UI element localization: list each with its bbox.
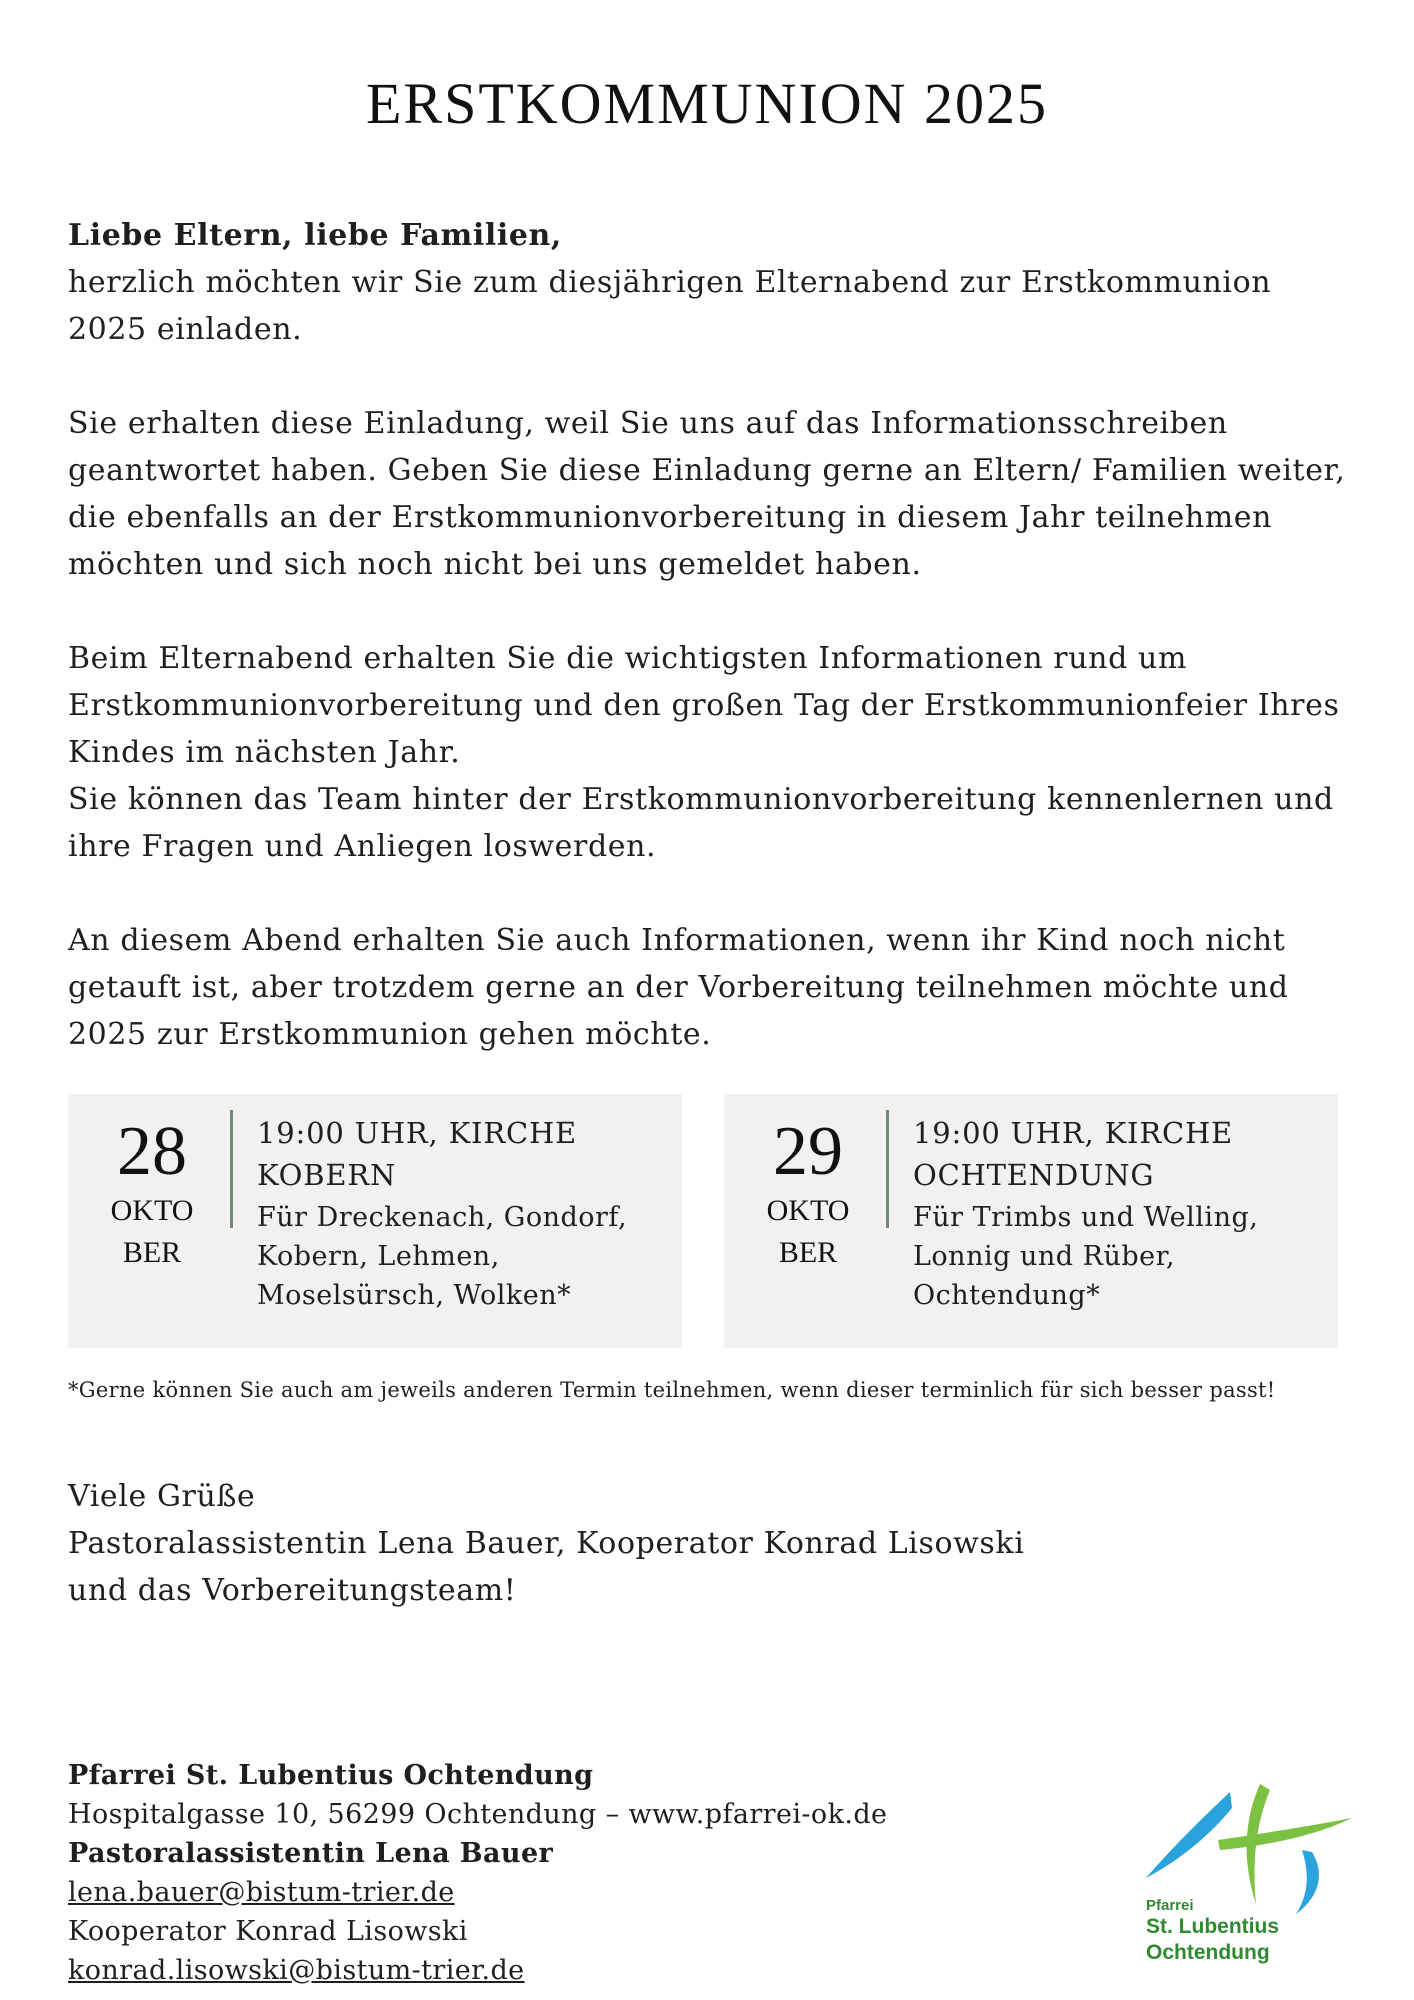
parish-name: Pfarrei St. Lubentius Ochtendung (68, 1760, 594, 1791)
paragraph-1 (68, 212, 1358, 353)
event-month: OKTOBER (110, 1194, 194, 1269)
contact-name: Pastoralassistentin Lena Bauer (68, 1838, 554, 1869)
event-date (738, 1114, 878, 1274)
letter-body (68, 212, 1358, 1105)
paragraph-text: herzlich möchten wir Sie zum diesjährigen Elternabend zur Erstkommunion 2025 einladen. (68, 265, 1272, 347)
event-date (82, 1114, 222, 1274)
paragraph-3 (68, 635, 1358, 870)
parish-address: Hospitalgasse 10, 56299 Ochtendung – www.pfarrei-ok.de (68, 1799, 888, 1830)
event-day: 29 (773, 1113, 843, 1190)
footnote: *Gerne können Sie auch am jeweils anderen Termin teilnehmen, wenn dieser terminlich für sich besser passt! (68, 1378, 1276, 1402)
divider (230, 1110, 233, 1228)
closing-line: Viele Grüße (68, 1479, 256, 1514)
logo-text: Pfarrei (1146, 1897, 1194, 1914)
divider (886, 1110, 889, 1228)
logo-text: St. Lubentius (1146, 1915, 1279, 1938)
event-box-ochtendung (724, 1094, 1338, 1348)
event-time-place: 19:00 UHR, KIRCHE KOBERN (257, 1116, 577, 1192)
contact-name: Kooperator Konrad Lisowski (68, 1916, 468, 1947)
logo-text: Ochtendung (1146, 1941, 1270, 1964)
paragraph-2: Sie erhalten diese Einladung, weil Sie uns auf das Informationsschreiben geantwortet haben. Geben Sie diese Einladung gerne an Eltern/ Familien weiter, die ebenfalls an der Erstkommunionvorbereitung in diesem Jahr teilnehmen möchten und sich noch nicht bei uns gemeldet haben. (68, 406, 1346, 582)
event-day: 28 (117, 1113, 187, 1190)
page-title: ERSTKOMMUNION 2025 (365, 71, 1049, 136)
greeting: Liebe Eltern, liebe Familien, (68, 218, 562, 253)
event-time-place: 19:00 UHR, KIRCHE OCHTENDUNG (913, 1116, 1233, 1192)
closing-line: und das Vorbereitungsteam! (68, 1573, 517, 1608)
paragraph-4: An diesem Abend erhalten Sie auch Informationen, wenn ihr Kind noch nicht getauft ist, aber trotzdem gerne an der Vorbereitung teilnehmen möchte und 2025 zur Erstkommunion gehen möchte. (68, 923, 1289, 1052)
event-places: Für Dreckenach, Gondorf, Kobern, Lehmen, Moselsürsch, Wolken* (257, 1202, 628, 1311)
closing (68, 1473, 1358, 1614)
paragraph-text: Sie können das Team hinter der Erstkommunionvorbereitung kennenlernen und ihre Fragen und Anliegen loswerden. (68, 782, 1334, 864)
event-box-kobern (68, 1094, 682, 1348)
email-link[interactable]: konrad.lisowski@bistum-trier.de (68, 1955, 525, 1986)
closing-line: Pastoralassistentin Lena Bauer, Kooperator Konrad Lisowski (68, 1526, 1025, 1561)
email-link[interactable]: lena.bauer@bistum-trier.de (68, 1877, 455, 1908)
paragraph-text: Beim Elternabend erhalten Sie die wichtigsten Informationen rund um Erstkommunionvorbereitung und den großen Tag der Erstkommunionfeier Ihres Kindes im nächsten Jahr. (68, 641, 1340, 770)
event-month: OKTOBER (766, 1194, 850, 1269)
event-places: Für Trimbs und Welling, Lonnig und Rüber, Ochtendung* (913, 1202, 1259, 1311)
footer-contact (68, 1756, 968, 1990)
